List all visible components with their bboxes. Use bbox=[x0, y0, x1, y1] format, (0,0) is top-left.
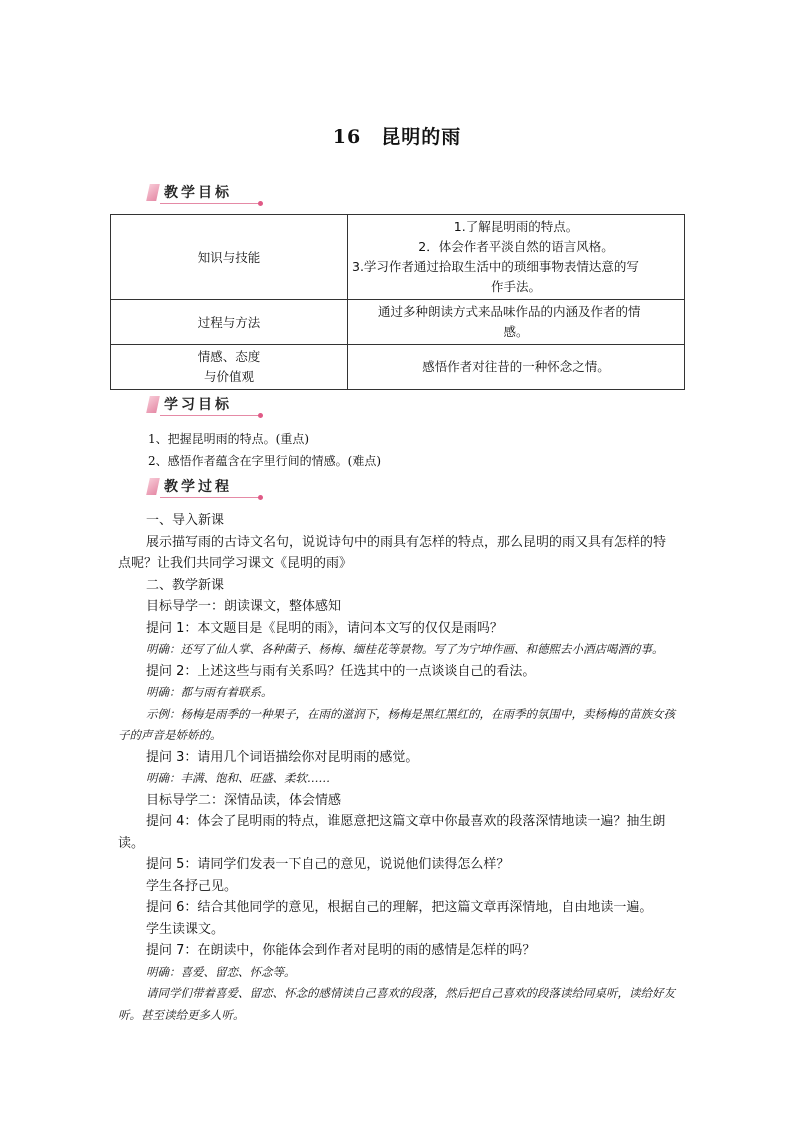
paragraph: 明确：还写了仙人掌、各种菌子、杨梅、缅桂花等景物。写了为宁坤作画、和德熙去小酒店喝酒的事。 bbox=[146, 642, 664, 656]
teaching-process-body bbox=[118, 510, 678, 1026]
header-ribbon-icon bbox=[146, 184, 160, 201]
header-underline bbox=[160, 497, 260, 498]
table-cell-category bbox=[111, 215, 348, 300]
content-line: 通过多种朗读方式来品味作品的内涵及作者的情 bbox=[378, 304, 641, 319]
section-label: 教学目标 bbox=[164, 185, 232, 201]
paragraph: 请同学们带着喜爱、留恋、怀念的感情读自己喜欢的段落，然后把自己喜欢的段落读给同桌听，读给好友听。甚至读给更多人听。 bbox=[118, 986, 675, 1022]
page-title: 16 昆明的雨 bbox=[332, 126, 462, 148]
content-line: 1.了解昆明雨的特点。 bbox=[453, 219, 579, 234]
category-text: 知识与技能 bbox=[197, 250, 261, 265]
paragraph: 明确：喜爱、留恋、怀念等。 bbox=[146, 964, 296, 979]
paragraph: 提问 4：体会了昆明雨的特点，谁愿意把这篇文章中你最喜欢的段落深情地读一遍？抽生朗读。 bbox=[118, 814, 666, 851]
paragraph: 学生读课文。 bbox=[146, 921, 225, 937]
learning-objectives-list bbox=[148, 428, 381, 472]
goals-table bbox=[110, 214, 685, 390]
list-item: 2、感悟作者蕴含在字里行间的情感。(难点) bbox=[148, 454, 381, 468]
table-cell-category bbox=[111, 345, 348, 390]
table-cell-content bbox=[348, 300, 685, 345]
paragraph: 二、教学新课 bbox=[146, 577, 225, 593]
paragraph: 目标导学一：朗读课文，整体感知 bbox=[146, 599, 342, 614]
paragraph: 学生各抒己见。 bbox=[146, 878, 238, 894]
paragraph: 目标导学二：深情品读，体会情感 bbox=[146, 792, 342, 808]
section-header-teaching-process bbox=[148, 476, 263, 498]
content-line: 感悟作者对往昔的一种怀念之情。 bbox=[422, 359, 610, 374]
paragraph: 提问 2：上述这些与雨有关系吗？任选其中的一点谈谈自己的看法。 bbox=[146, 663, 536, 679]
header-dot-icon bbox=[258, 413, 263, 418]
section-header-learning-goals bbox=[148, 394, 263, 416]
category-text: 与价值观 bbox=[203, 369, 254, 384]
table-cell-category bbox=[111, 300, 348, 345]
table-row bbox=[111, 300, 685, 345]
content-line: 3.学习作者通过拾取生活中的琐细事物表情达意的写 bbox=[352, 259, 639, 274]
category-text: 情感、态度 bbox=[197, 349, 261, 364]
content-line: 2．体会作者平淡自然的语言风格。 bbox=[418, 239, 614, 254]
section-label: 学习目标 bbox=[164, 397, 232, 413]
table-row bbox=[111, 345, 685, 390]
header-underline bbox=[160, 203, 260, 204]
paragraph: 提问 1：本文题目是《昆明的雨》，请问本文写的仅仅是雨吗？ bbox=[146, 620, 503, 636]
table-row bbox=[111, 215, 685, 300]
paragraph: 一、导入新课 bbox=[146, 513, 225, 528]
paragraph: 明确：都与雨有着联系。 bbox=[146, 685, 273, 699]
header-ribbon-icon bbox=[146, 396, 160, 413]
header-underline bbox=[160, 415, 260, 416]
header-dot-icon bbox=[258, 201, 263, 206]
section-header-teaching-goals bbox=[148, 182, 263, 204]
content-line: 感。 bbox=[503, 324, 529, 339]
table-cell-content bbox=[348, 345, 685, 390]
header-dot-icon bbox=[258, 495, 263, 500]
list-item: 1、把握昆明雨的特点。(重点) bbox=[148, 432, 309, 446]
paragraph: 提问 5：请同学们发表一下自己的意见，说说他们读得怎么样？ bbox=[146, 857, 510, 872]
paragraph: 示例：杨梅是雨季的一种果子，在雨的滋润下，杨梅是黑红黑红的，在雨季的氛围中，卖杨梅的苗族女孩子的声音是娇娇的。 bbox=[118, 706, 675, 742]
content-line: 作手法。 bbox=[490, 279, 541, 294]
section-label: 教学过程 bbox=[164, 479, 232, 495]
paragraph: 明确：丰满、饱和、旺盛、柔软…… bbox=[146, 771, 330, 785]
paragraph: 提问 3：请用几个词语描绘你对昆明雨的感觉。 bbox=[146, 749, 419, 765]
paragraph: 提问 7：在朗读中，你能体会到作者对昆明的雨的感情是怎样的吗？ bbox=[146, 943, 536, 958]
table-cell-content bbox=[348, 215, 685, 300]
header-ribbon-icon bbox=[146, 478, 160, 495]
category-text: 过程与方法 bbox=[197, 315, 261, 330]
paragraph: 提问 6：结合其他同学的意见，根据自己的理解，把这篇文章再深情地，自由地读一遍。 bbox=[146, 900, 653, 915]
paragraph: 展示描写雨的古诗文名句，说说诗句中的雨具有怎样的特点，那么昆明的雨又具有怎样的特点呢？让我们共同学习课文《昆明的雨》 bbox=[118, 534, 667, 571]
